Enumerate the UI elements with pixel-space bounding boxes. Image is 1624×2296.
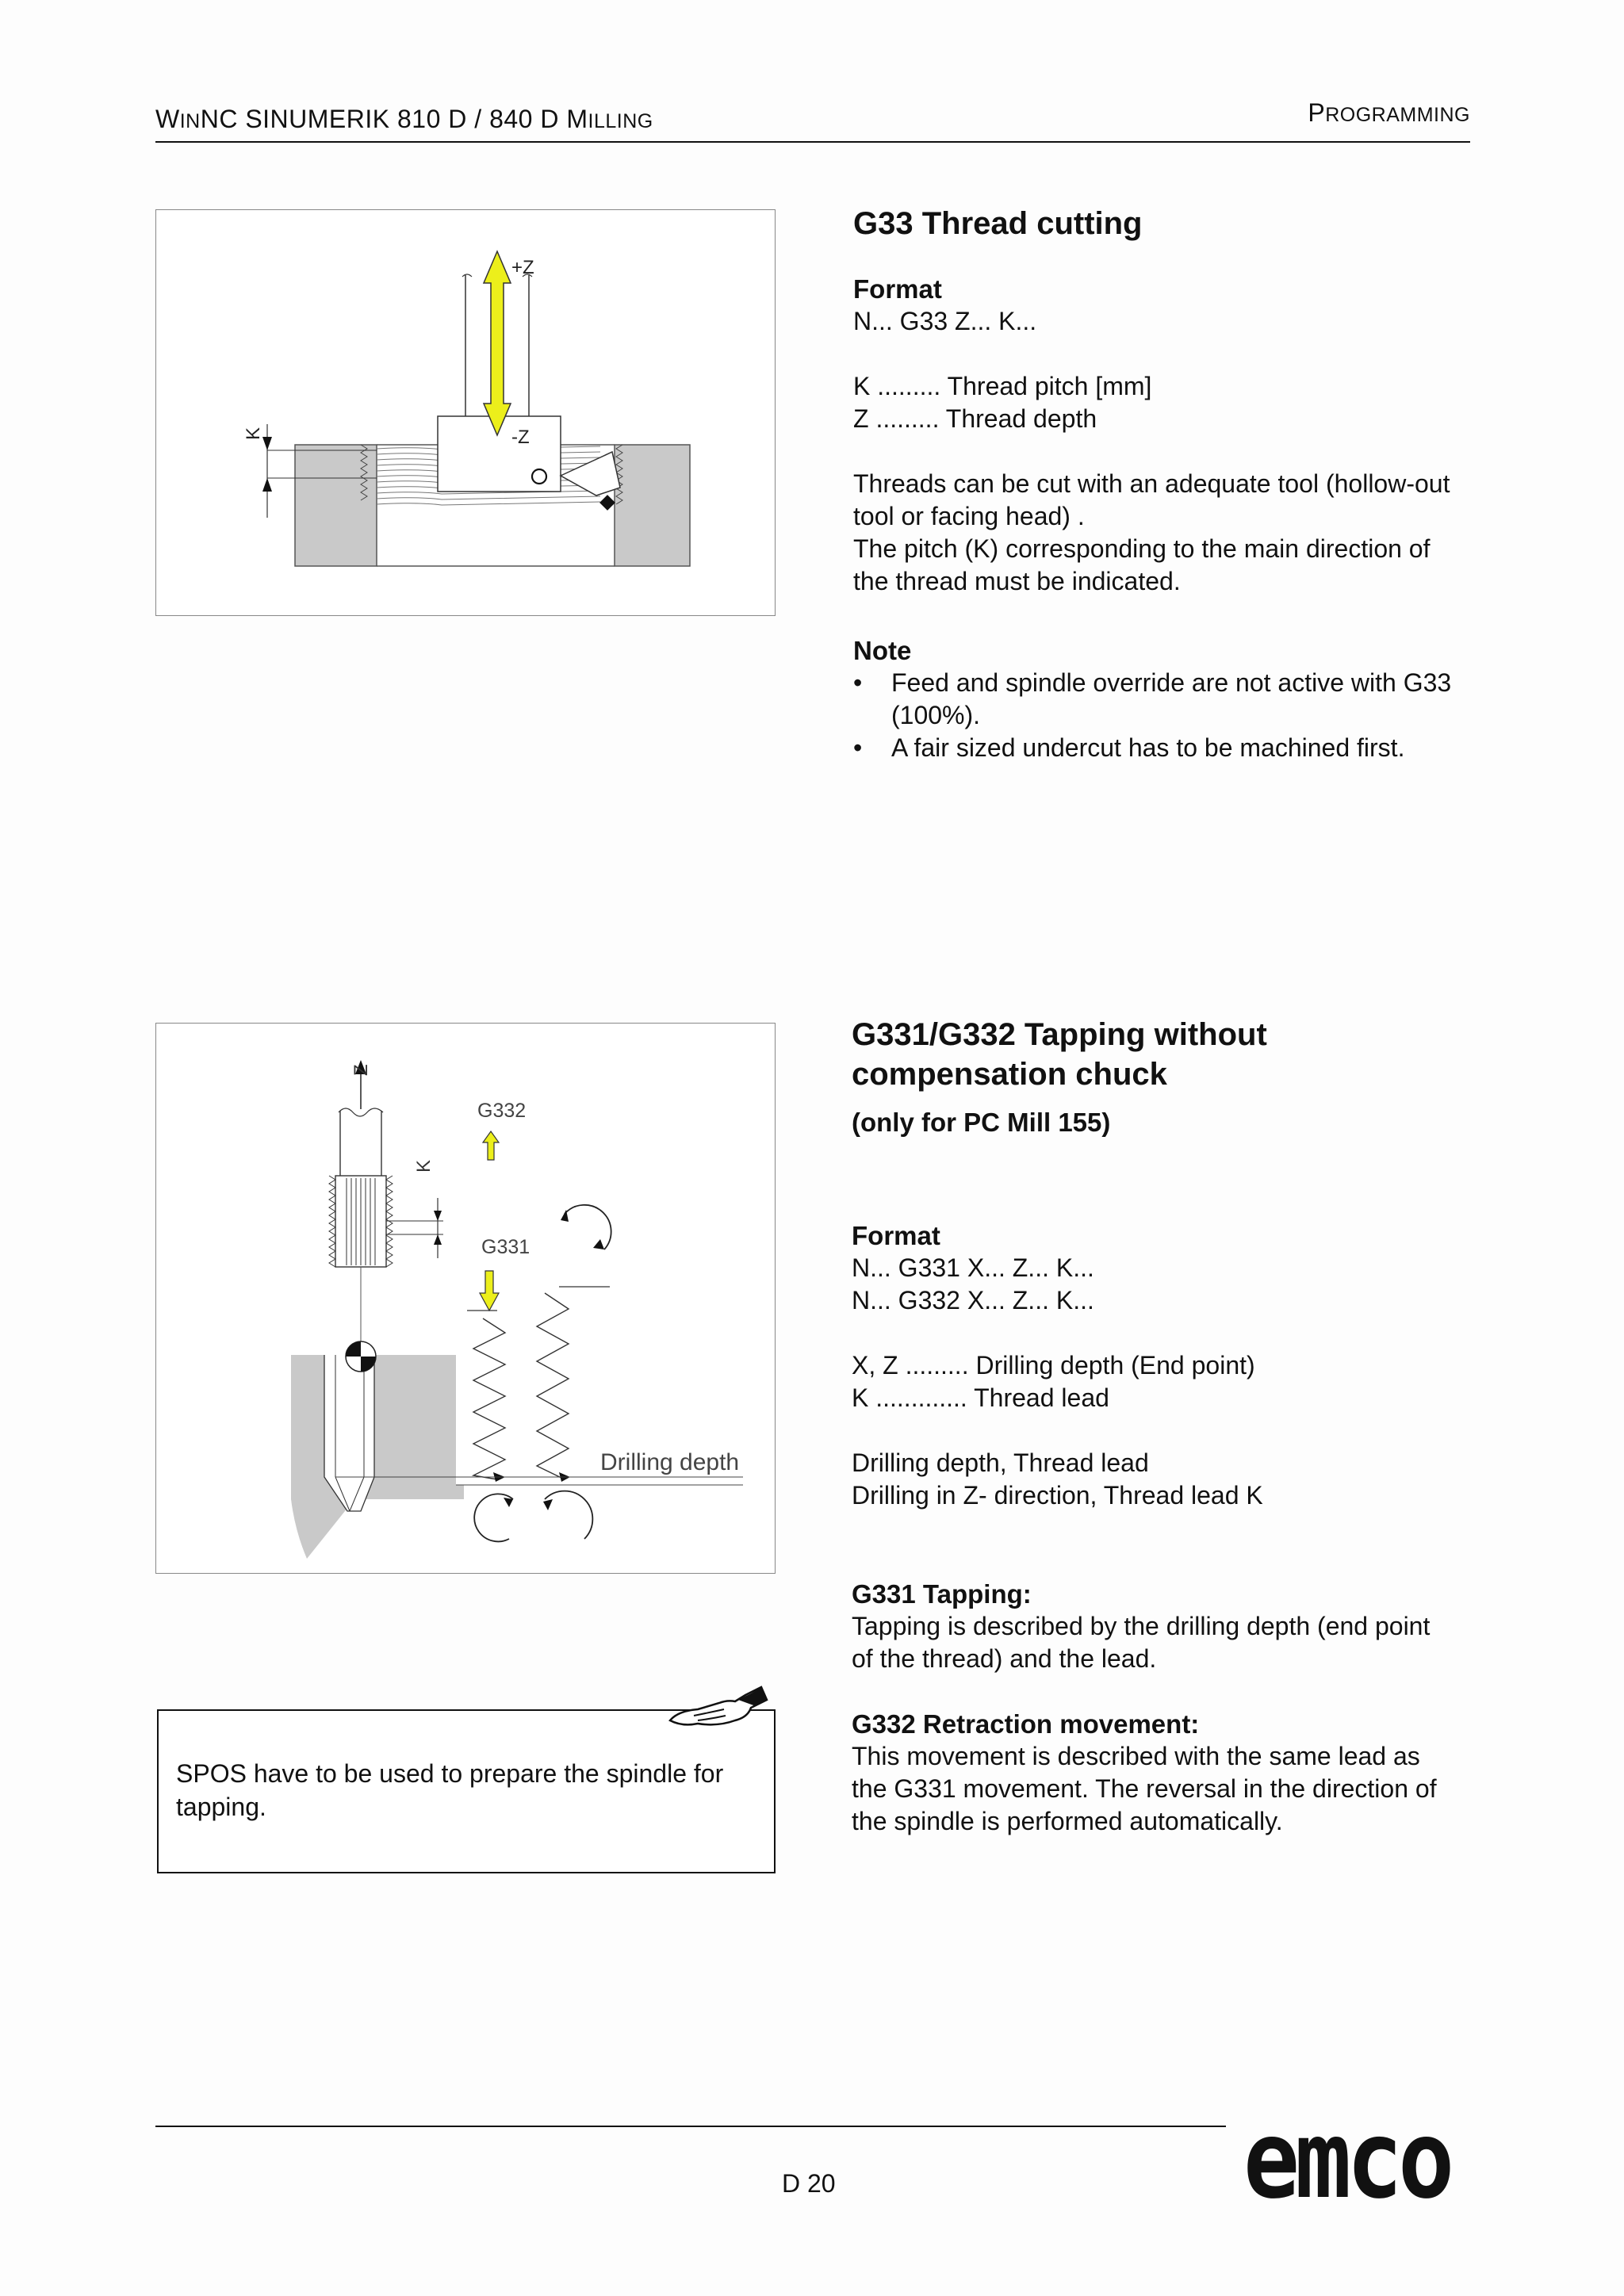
drilling-depth-label: Drilling depth xyxy=(600,1449,740,1475)
header-text: P xyxy=(1308,98,1326,127)
thread-cutting-figure xyxy=(155,209,776,616)
section-g33 xyxy=(853,204,1473,764)
note-list xyxy=(853,667,1473,764)
format-label: Format xyxy=(853,274,942,304)
spring-right xyxy=(537,1293,569,1479)
rotation-arrow-icon xyxy=(545,1491,592,1539)
description xyxy=(853,468,1473,598)
cutting-insert xyxy=(599,495,615,511)
footer-rule xyxy=(155,2126,1226,2127)
rotation-arrow-icon xyxy=(565,1205,611,1249)
section-title: G33 Thread cutting xyxy=(853,206,1143,241)
format-line: N... G33 Z... K... xyxy=(853,307,1037,335)
bullet: • xyxy=(853,733,863,762)
g332-text: This movement is described with the same lead as xyxy=(852,1742,1420,1770)
running-header-right xyxy=(1308,98,1470,128)
bullet: • xyxy=(853,668,863,697)
description-line: Drilling in Z- direction, Thread lead K xyxy=(852,1481,1263,1510)
g332-label: G332 xyxy=(477,1100,527,1122)
description-line: the thread must be indicated. xyxy=(853,567,1181,595)
header-text: IN xyxy=(179,110,201,132)
header-rule xyxy=(155,141,1470,143)
note-line: tapping. xyxy=(176,1793,266,1821)
description-line: tool or facing head) . xyxy=(853,502,1085,530)
drilled-hole xyxy=(324,1355,374,1511)
format-label: Format xyxy=(852,1221,940,1250)
header-text: ROGRAMMING xyxy=(1325,104,1470,126)
note-item xyxy=(853,732,1473,764)
param-line: K ......... Thread pitch [mm] xyxy=(853,372,1152,400)
header-text: ILLING xyxy=(588,110,653,132)
workpiece-right xyxy=(615,445,690,566)
g332-heading: G332 Retraction movement: xyxy=(852,1709,1200,1739)
header-text: W xyxy=(155,105,180,133)
emco-logo: emco xyxy=(1243,2096,1450,2223)
description-line: Drilling depth, Thread lead xyxy=(852,1448,1149,1477)
note-item xyxy=(853,667,1473,732)
note-text: A fair sized undercut has to be machined first. xyxy=(891,733,1405,762)
plus-z-label: +Z xyxy=(511,257,534,278)
note-text xyxy=(176,1757,723,1823)
section-subtitle: (only for PC Mill 155) xyxy=(852,1108,1111,1137)
running-header-left xyxy=(155,105,653,134)
g331-label: G331 xyxy=(481,1236,530,1258)
tapping-arrow-icon xyxy=(480,1271,499,1311)
workpiece xyxy=(291,1355,464,1559)
thread-cutting-diagram xyxy=(156,210,775,615)
param-line: Z ......... Thread depth xyxy=(853,404,1097,433)
z-axis-label: Z xyxy=(350,1064,372,1076)
retraction-arrow-icon xyxy=(483,1131,499,1160)
k-label: K xyxy=(243,427,264,440)
tapping-diagram xyxy=(156,1024,775,1573)
section-title: G331/G332 Tapping without xyxy=(852,1017,1267,1052)
minus-z-label: -Z xyxy=(511,427,530,448)
header-text: NC SINUMERIK 810 D / 840 D M xyxy=(200,105,588,133)
spring-left xyxy=(473,1318,505,1479)
page-number: D 20 xyxy=(782,2169,836,2198)
g331-text: of the thread) and the lead. xyxy=(852,1644,1157,1673)
g331-text: Tapping is described by the drilling depth (end point xyxy=(852,1612,1431,1640)
g332-text: the G331 movement. The reversal in the direction of xyxy=(852,1774,1437,1803)
note-text: Feed and spindle override are not active with G33 (100%). xyxy=(891,668,1452,729)
pointing-hand-icon xyxy=(662,1671,773,1735)
note-label: Note xyxy=(853,636,912,665)
z-axis-arrow xyxy=(484,251,511,435)
section-title: compensation chuck xyxy=(852,1057,1167,1092)
g332-text: the spindle is performed automatically. xyxy=(852,1807,1283,1835)
description-line: Threads can be cut with an adequate tool (hollow-out xyxy=(853,469,1450,498)
format-line: N... G331 X... Z... K... xyxy=(852,1253,1094,1282)
g331-heading: G331 Tapping: xyxy=(852,1579,1032,1609)
tapping-figure xyxy=(155,1023,776,1574)
param-line: X, Z ......... Drilling depth (End point) xyxy=(852,1351,1255,1380)
section-g331-g332 xyxy=(852,1015,1472,1838)
description-line: The pitch (K) corresponding to the main direction of xyxy=(853,534,1431,563)
k-label: K xyxy=(413,1159,435,1173)
note-line: SPOS have to be used to prepare the spindle for xyxy=(176,1759,724,1788)
format-line: N... G332 X... Z... K... xyxy=(852,1286,1094,1314)
param-line: K ............. Thread lead xyxy=(852,1383,1109,1412)
